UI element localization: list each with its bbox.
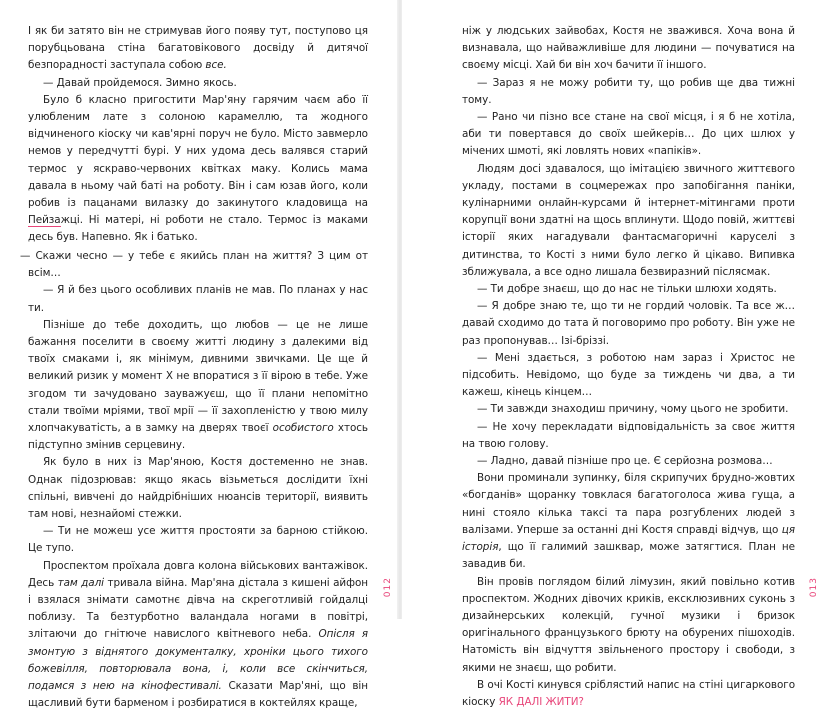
paragraph: — Рано чи пізно все стане на свої місця, і я б не хотіла, аби ти повертався до своїх шейкерів… До цих шлюх у мічених шмоті, які ловлять нових «папіків». xyxy=(462,111,795,158)
paragraph: — Зараз я не можу робити ту, що робив ще два тижні тому. xyxy=(462,76,795,106)
page-number: 012 xyxy=(383,577,393,598)
paragraph: Як було в них із Мар'яною, Костя достеменно не знав. Однак підозрював: якщо якась візьметься дослідити їхні спільні, вивчені до найдрібніших нюансів території, виявить там нові, незнайомі стежки. xyxy=(28,456,368,521)
left-page xyxy=(0,0,398,710)
page-number: 013 xyxy=(809,577,819,598)
paragraph: — Ти не можеш усе життя простояти за барною стійкою. Це тупо. xyxy=(28,525,368,555)
paragraph: І як би затято він не стримував його появу тут, поступово ця порубцьована стіна багатовікового досвіду й дитячої безпорадності заступала собою все. xyxy=(28,25,368,72)
paragraph: Людям досі здавалося, що імітацією звичного життєвого укладу, постами в соцмережах про запобігання паніки, кулінарними онлайн-курсами й інтернет-мітингами проти корупції вони здатні на щось вплинути. Щодо повій, життєві історії яких нагадували фантасмагоричні каруселі з дитинства, то Кості з ними було легко й цікаво. Випивка зближувала, а все одно лишала безвиразний післясмак. xyxy=(462,162,795,278)
paragraph: — Мені здається, з роботою нам зараз і Христос не підсобить. Невідомо, що буде за тиждень чи два, а ти кажеш, кінець кінцем… xyxy=(462,351,795,399)
paragraph: — Ти добре знаєш, що до нас не тільки шлюхи ходять. xyxy=(477,283,777,296)
paragraph: — Ти завжди знаходиш причину, чому цього не зробити. xyxy=(477,403,789,416)
paragraph: ніж у людських зайвобах, Костя не зважився. Хоча вона й визнавала, що найважливіше для людини — почуватися на своєму місці. Хай би він хоч бачити її іншого. xyxy=(462,25,795,72)
paragraph: Проспектом проїхала довга колона військових вантажівок. Десь там далі тривала війна. Мар'яна дістала з кишені айфон і взялася знімати самотнє дівча на скреготливій гойдалці поблизу. Та безтурботно валандала ногами в повітрі, злітаючи до гнітюче навислого квітневого неба. Опісля я змонтую з віднятого документалку, хроніки цього тихого божевілля, повторювала вона, і, коли все скінчиться, подамся з нею на кінофестивалі. Сказати Мар'яні, що він щасливий бути барменом і розбиратися в коктейлях краще, xyxy=(28,559,368,710)
left-top-text xyxy=(28,23,368,247)
section-divider xyxy=(28,226,61,227)
right-text xyxy=(462,23,795,711)
left-bottom-text xyxy=(20,248,369,712)
paragraph: — Не хочу перекладати відповідальність за своє життя на твою голову. xyxy=(462,420,795,450)
paragraph: — Скажи чесно — у тебе є якийсь план на життя? З цим от всім… xyxy=(20,250,368,280)
paragraph: — Я й без цього особливих планів не мав. По планах у нас ти. xyxy=(28,284,368,314)
right-page xyxy=(402,0,819,708)
paragraph: Пізніше до тебе доходить, що любов — це не лише бажання поселити в своєму житті людину з далекими від твоїх смаками і, як мінімум, дивними звичками. Це ще й великий ризик у момент Х не впоратися з її вірою в тебе. Уже згодом ти зачудовано зауважуєш, що її плани непомітно стали твоїми мріями, твої мрії — її захопленістю у твою милу хлопчакуватість, а в замку на дверях твоєї особистого хтось підступно змінив серцевину. xyxy=(28,318,369,452)
paragraph: Вони проминали зупинку, біля скрипучих брудно-жовтих «богданів» щоранку товклася багатоголоса жива гуща, а нині стояло кілька таксі та пара розгублених людей з валізами. Уперше за останні дні Костя справді відчув, що ця історія, що її галимий зашквар, може затягтися. План не завадив би. xyxy=(462,472,795,571)
paragraph: — Я добре знаю те, що ти не гордий чоловік. Та все ж… давай сходимо до тата й поговоримо про роботу. Він уже не раз пропонував… Ізі-бріззі. xyxy=(462,300,795,347)
paragraph: В очі Кості кинувся сріблястий напис на стіні цигаркового кіоску ЯК ДАЛІ ЖИТИ? xyxy=(462,678,795,708)
highlighted-inscription: ЯК ДАЛІ ЖИТИ? xyxy=(498,695,584,708)
paragraph: Було б класно пригостити Мар'яну гарячим чаєм або її улюбленим лате з солоною карамеллю, та жодного відчиненого кіоску чи кав'ярні поруч не було. Місто завмерло немов у передчутті бурі. У них удома десь валявся старий термос у яскраво-червоних квітках маку. Колись мама давала в ньому чай баті на роботу. Він і сам юзав його, коли робив із пацанами вилазку до закинутого кладовища на Пейзажці. Ні матері, ні роботи не стало. Термос із маками десь був. Напевно. Як і батько. xyxy=(28,93,368,244)
paragraph: — Давай пройдемося. Зимно якось. xyxy=(43,76,237,89)
paragraph: Він провів поглядом білий лімузин, який повільно котив проспектом. Жодних дівочих криків, ексклюзивних суконь з дизайнерських колекцій, гучної музики і бризок оригінального французького брюту на обурених пішоходів. Натомість він відчуття звільненого простору і свободи, з якими не знаєш, що робити. xyxy=(462,575,795,674)
paragraph: — Ладно, давай пізніше про це. Є серйозна розмова… xyxy=(477,455,773,468)
